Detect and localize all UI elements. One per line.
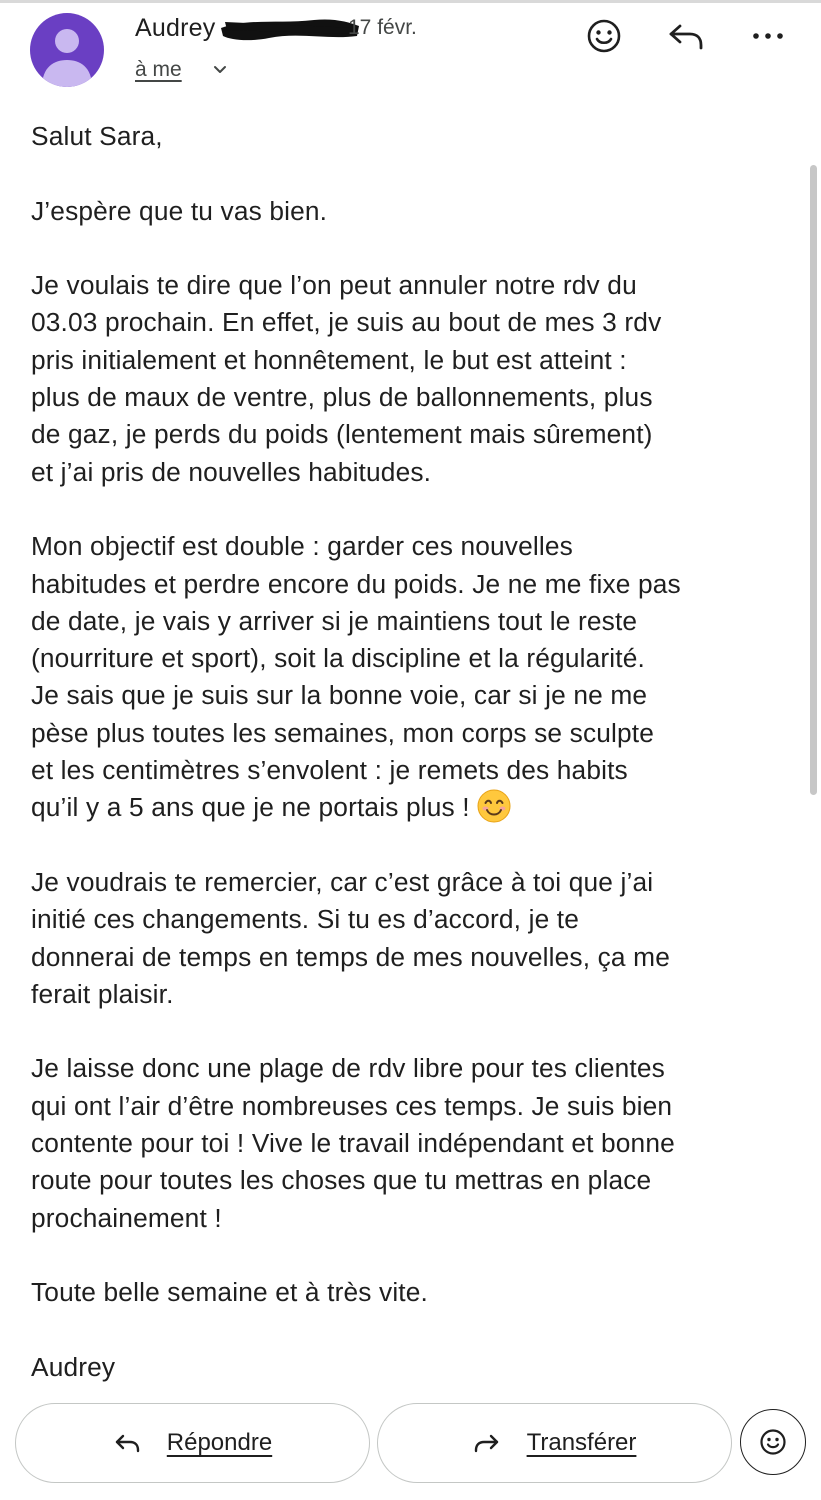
forward-label: Transférer [526, 1429, 637, 1456]
message-header [0, 0, 821, 100]
body-paragraph: Je voudrais te remercier, car c’est grâce à toi que j’ai initié ces changements. Si tu es d’accord, je te donnerai de temps en temps de mes nouvelles, ça me ferait plaisir. [31, 866, 670, 1009]
greeting: Salut Sara, [31, 121, 163, 151]
body-paragraph-text: Mon objectif est double : garder ces nouvelles habitudes et perdre encore du poids. Je ne me fixe pas de date, je vais y arriver si je maintiens tout le reste (nourriture et sport), soit la discipline et la régularité. Je sais que je suis sur la bonne voie, car si je ne me pèse plus toutes les semaines, mon corps se sculpte et les centimètres s’envolent : je remets des habits qu’il y a 5 ans que je ne portais plus ! [31, 531, 681, 823]
message-date: 17 févr. [348, 16, 417, 39]
smiling-face-emoji-icon [477, 789, 511, 823]
closing: Toute belle semaine et à très vite. [31, 1277, 428, 1308]
body-paragraph-with-emoji [31, 528, 801, 826]
body-paragraph: Je voulais te dire que l’on peut annuler notre rdv du 03.03 prochain. En effet, je suis au bout de mes 3 rdv pris initialement et honnêtement, le but est atteint : plus de maux de ventre, plus de ballonnements, plus de gaz, je perds du poids (lentement mais sûrement) et j’ai pris de nouvelles habitudes. [31, 270, 662, 487]
smiley-icon [586, 18, 622, 54]
sender-avatar[interactable] [30, 13, 104, 87]
reply-arrow-icon [113, 1431, 141, 1455]
more-options-button[interactable] [746, 14, 790, 58]
add-reaction-button[interactable] [582, 14, 626, 58]
chevron-down-icon[interactable] [212, 64, 228, 76]
emoji-reaction-button[interactable] [740, 1409, 806, 1475]
smiley-icon [759, 1428, 787, 1456]
forward-arrow-icon [473, 1431, 501, 1455]
recipient-details-toggle[interactable]: à me [135, 58, 182, 81]
body-paragraph: Je laisse donc une plage de rdv libre pour tes clientes qui ont l’air d’être nombreuses ces temps. Je suis bien contente pour toi ! Vive le travail indépendant et bonne route pour toutes les choses que tu mettras en place prochainement ! [31, 1053, 675, 1233]
more-horizontal-icon [750, 30, 786, 42]
message-body [31, 118, 801, 1423]
reply-button[interactable] [664, 14, 708, 58]
reply-label: Répondre [166, 1429, 273, 1456]
redaction-mark [219, 14, 361, 44]
scrollbar[interactable] [810, 165, 817, 795]
reply-action-button[interactable] [15, 1403, 370, 1483]
sender-name[interactable]: Audrey [135, 14, 216, 42]
reply-arrow-icon [666, 20, 706, 52]
person-icon [30, 13, 104, 87]
signature: Audrey [31, 1351, 116, 1382]
forward-action-button[interactable] [377, 1403, 732, 1483]
body-paragraph: J’espère que tu vas bien. [31, 195, 328, 226]
